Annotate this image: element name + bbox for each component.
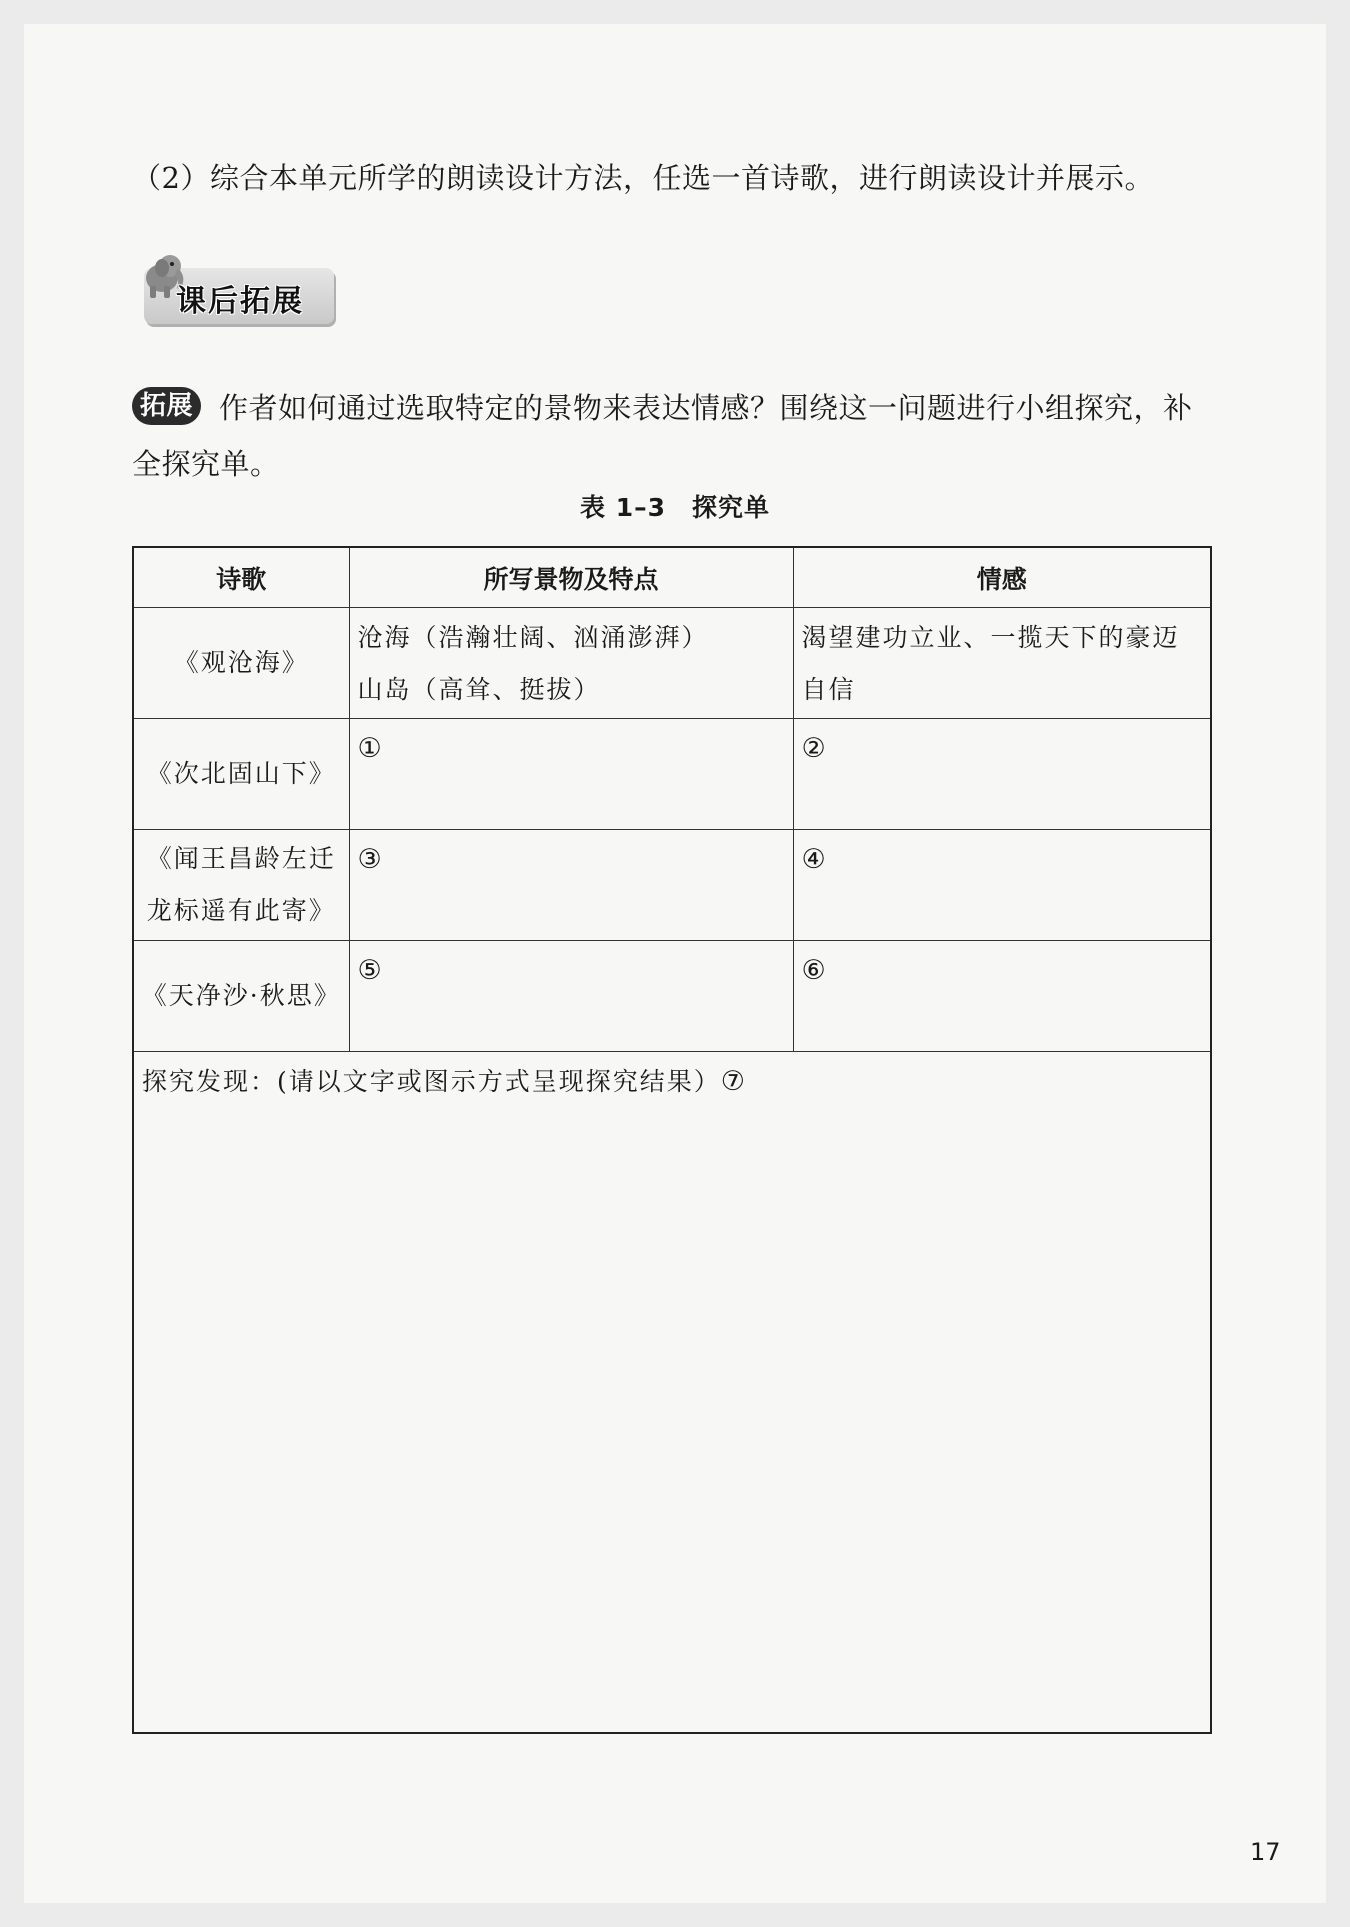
poem-cell: 《闻王昌龄左迁龙标遥有此寄》 [133, 830, 349, 941]
table-row [133, 830, 1211, 941]
emotion-answer-field[interactable] [793, 941, 1211, 1052]
answer-marker: ⑤ [357, 955, 384, 986]
emotion-answer-field[interactable] [793, 830, 1211, 941]
inquiry-table [132, 546, 1212, 1734]
scenery-cell [349, 608, 793, 719]
table-row [133, 941, 1211, 1052]
page-number: 17 [1250, 1838, 1281, 1866]
section-title: 课后拓展 [176, 284, 304, 319]
header-emotion: 情感 [793, 547, 1211, 608]
table-caption: 表 1–3 探究单 [580, 493, 770, 522]
scenery-line: 山岛（高耸、挺拔） [357, 675, 601, 704]
header-poem: 诗歌 [133, 547, 349, 608]
answer-marker: ⑥ [801, 955, 828, 986]
section-banner [132, 246, 337, 326]
emotion-cell: 渴望建功立业、一揽天下的豪迈自信 [793, 608, 1211, 719]
scenery-answer-field[interactable] [349, 719, 793, 830]
answer-marker: ③ [357, 844, 384, 875]
scenery-answer-field[interactable] [349, 830, 793, 941]
extension-tag: 拓展 [132, 387, 201, 425]
header-scenery: 所写景物及特点 [349, 547, 793, 608]
poem-cell: 《观沧海》 [133, 608, 349, 719]
table-row [133, 719, 1211, 830]
task-text: 作者如何通过选取特定的景物来表达情感？围绕这一问题进行小组探究，补全探究单。 [132, 391, 1193, 481]
extension-task [132, 380, 1212, 492]
reading-design-instruction: （2）综合本单元所学的朗读设计方法，任选一首诗歌，进行朗读设计并展示。 [132, 161, 1154, 195]
poem-cell: 《次北固山下》 [133, 719, 349, 830]
answer-marker: ⑦ [720, 1066, 747, 1097]
findings-answer-field[interactable] [133, 1052, 1211, 1734]
answer-marker: ② [801, 733, 828, 764]
findings-label: 探究发现：(请以文字或图示方式呈现探究结果） [142, 1067, 721, 1096]
answer-marker: ④ [801, 844, 828, 875]
table-row [133, 608, 1211, 719]
scenery-answer-field[interactable] [349, 941, 793, 1052]
answer-marker: ① [357, 733, 384, 764]
scenery-line: 沧海（浩瀚壮阔、汹涌澎湃） [357, 623, 709, 652]
poem-cell: 《天净沙·秋思》 [133, 941, 349, 1052]
emotion-answer-field[interactable] [793, 719, 1211, 830]
